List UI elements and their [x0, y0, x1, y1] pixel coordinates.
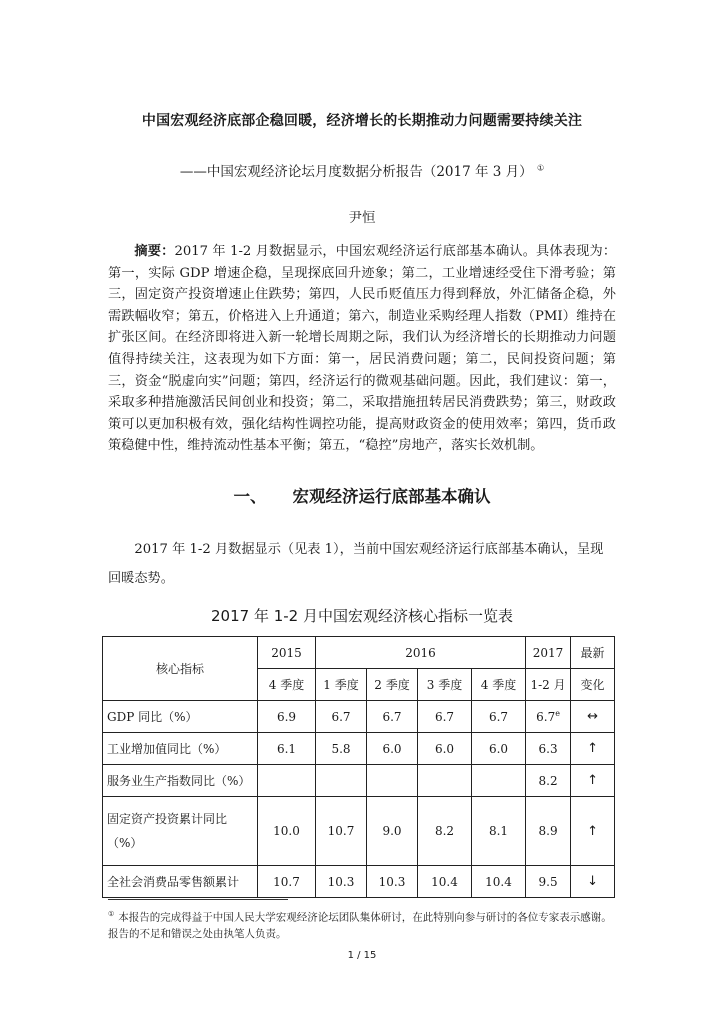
section-number: 一、 — [233, 487, 267, 506]
table-row — [103, 765, 615, 797]
value-cell: 9.5 — [526, 866, 571, 898]
table-row — [103, 866, 615, 898]
value-cell: 10.3 — [367, 866, 418, 898]
value-cell: 6.7 — [316, 701, 367, 733]
period-cell: 1 季度 — [316, 669, 367, 701]
section-title: 宏观经济运行底部基本确认 — [292, 487, 491, 506]
header-indicator: 核心指标 — [103, 637, 258, 701]
report-subtitle — [108, 160, 616, 180]
header-latest-change: 最新 — [571, 637, 615, 669]
value-cell: 8.2 — [418, 797, 472, 866]
value-cell: 10.7 — [258, 866, 316, 898]
header-year-2016: 2016 — [316, 637, 526, 669]
header-year-2015: 2015 — [258, 637, 316, 669]
footnote-text: 本报告的完成得益于中国人民大学宏观经济论坛团队集体研讨，在此特别向参与研讨的各位专家表示感谢。报告的不足和错误之处由执笔人负责。 — [108, 911, 612, 940]
footnote-reference[interactable]: ① — [536, 163, 545, 173]
footnote — [108, 906, 616, 943]
value-cell — [316, 765, 367, 797]
period-cell: 1-2 月 — [526, 669, 571, 701]
table-row — [103, 797, 615, 866]
value-text: 6.7 — [536, 710, 556, 724]
value-cell: 6.1 — [258, 733, 316, 765]
report-title: 中国宏观经济底部企稳回暖，经济增长的长期推动力问题需要持续关注 — [141, 113, 583, 129]
table-row — [103, 733, 615, 765]
header-year-2017: 2017 — [526, 637, 571, 669]
footnote-mark: ① — [108, 910, 115, 918]
value-cell: 6.7 — [367, 701, 418, 733]
value-cell: 10.4 — [418, 866, 472, 898]
subtitle-text: ——中国宏观经济论坛月度数据分析报告（2017 年 3 月） — [179, 164, 533, 180]
row-label: GDP 同比（%） — [103, 701, 258, 733]
value-cell: 10.7 — [316, 797, 367, 866]
value-cell: 6.0 — [367, 733, 418, 765]
row-label — [103, 797, 258, 866]
value-cell: 6.0 — [418, 733, 472, 765]
value-cell — [258, 765, 316, 797]
table-header-row — [103, 637, 615, 669]
row-label-line2: （%） — [107, 836, 143, 850]
value-cell: 8.2 — [526, 765, 571, 797]
abstract-text: 2017 年 1-2 月数据显示，中国宏观经济运行底部基本确认。具体表现为：第一，实际 GDP 增速企稳，呈现探底回升迹象；第二，工业增速经受住下滑考验；第三，固定资产投资增速止住跌势；第四，人民币贬值压力得到释放，外汇储备企稳，外需跌幅收窄；第五，价格进入上升通道；第六，制造业采购经理人指数（PMI）维持在扩张区间。在经济即将进入新一轮增长周期之际，我们认为经济增长的长期推动力问题值得持续关注，这表现为如下方面：第一，居民消费问题；第二，民间投资问题；第三，资金“脱虚向实”问题；第四，经济运行的微观基础问题。因此，我们建议：第一，采取多种措施激活民间创业和投资；第二，采取措施扭转居民消费跌势；第三，财政政策可以更加积极有效，强化结构性调控功能，提高财政资金的使用效率；第四，货币政策稳健中性，维持流动性基本平衡；第五，“稳控”房地产，落实长效机制。 — [108, 244, 617, 454]
flat-arrow-icon: ↔ — [571, 701, 615, 733]
body-paragraph: 2017 年 1-2 月数据显示（见表 1），当前中国宏观经济运行底部基本确认，呈现回暖态势。 — [108, 542, 604, 586]
value-cell: 6.7 — [472, 701, 526, 733]
row-label: 服务业生产指数同比（%） — [103, 765, 258, 797]
value-cell: 10.3 — [316, 866, 367, 898]
value-cell — [367, 765, 418, 797]
down-arrow-icon: ↓ — [571, 866, 615, 898]
value-cell — [472, 765, 526, 797]
header-latest-change-2: 变化 — [571, 669, 615, 701]
value-cell-with-note — [526, 701, 571, 733]
value-cell: 8.9 — [526, 797, 571, 866]
indicator-table — [102, 636, 615, 898]
abstract-label: 摘要： — [134, 244, 175, 259]
up-arrow-icon: ↑ — [571, 797, 615, 866]
abstract-paragraph — [108, 241, 616, 457]
estimate-note: e — [555, 709, 560, 718]
value-cell: 8.1 — [472, 797, 526, 866]
period-cell: 4 季度 — [258, 669, 316, 701]
value-cell: 10.0 — [258, 797, 316, 866]
period-cell: 4 季度 — [472, 669, 526, 701]
up-arrow-icon: ↑ — [571, 733, 615, 765]
section-heading — [108, 483, 616, 507]
value-cell: 9.0 — [367, 797, 418, 866]
row-label-line1: 固定资产投资累计同比 — [107, 812, 228, 826]
row-label: 工业增加值同比（%） — [103, 733, 258, 765]
value-cell: 6.0 — [472, 733, 526, 765]
value-cell: 6.9 — [258, 701, 316, 733]
value-cell: 10.4 — [472, 866, 526, 898]
value-cell — [418, 765, 472, 797]
value-cell: 6.7 — [418, 701, 472, 733]
up-arrow-icon: ↑ — [571, 765, 615, 797]
value-cell: 6.3 — [526, 733, 571, 765]
page-number: 1 / 15 — [347, 950, 377, 961]
footnote-divider — [108, 899, 288, 900]
table-title: 2017 年 1-2 月中国宏观经济核心指标一览表 — [211, 607, 513, 625]
row-label: 全社会消费品零售额累计 — [103, 866, 258, 898]
author-name: 尹恒 — [348, 210, 376, 226]
table-row — [103, 701, 615, 733]
period-cell: 2 季度 — [367, 669, 418, 701]
value-cell: 5.8 — [316, 733, 367, 765]
period-cell: 3 季度 — [418, 669, 472, 701]
